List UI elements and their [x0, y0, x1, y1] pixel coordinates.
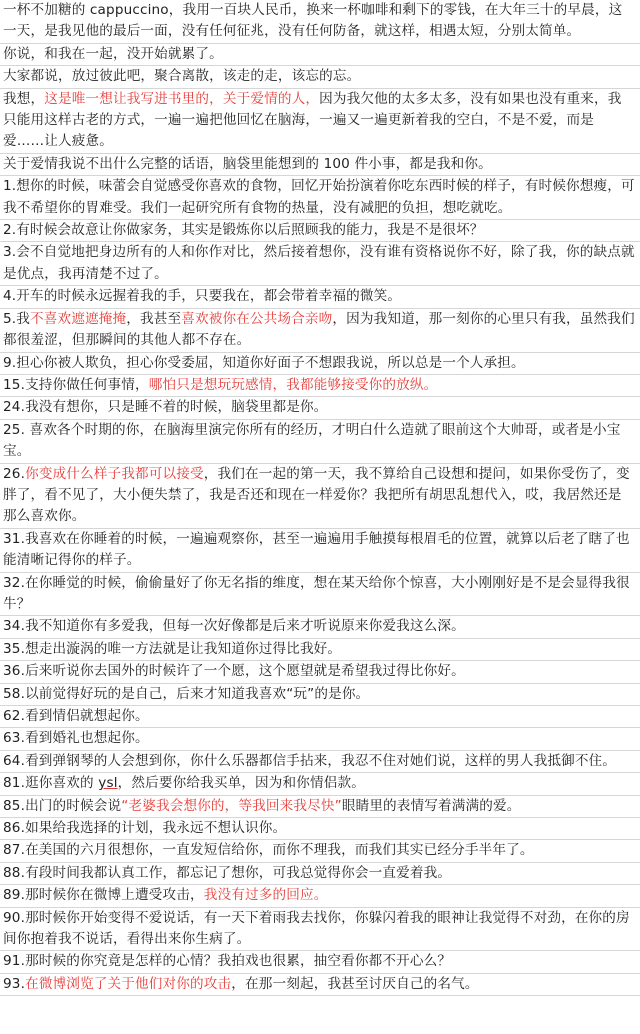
paragraph-text: 15.支持你做任何事情，: [3, 376, 149, 393]
highlighted-text: 这是唯一想让我写进书里的，关于爱情的人，: [44, 90, 320, 107]
paragraph-text: ，我们在一起的第一天，我不算给自己设想和提问，如果你受伤了，变胖了，看不见了，大小便失禁了，我是否还和现在一样爱你？我把所有胡思乱想代入，哎，我居然还是那么喜欢你。: [3, 465, 630, 525]
highlighted-text: 我没有过多的回应。: [203, 887, 328, 904]
paragraph: [0, 840, 640, 862]
paragraph-text: 4.开车的时候永远握着我的手，只要我在，都会带着幸福的微笑。: [3, 288, 402, 305]
paragraph: [0, 728, 640, 750]
highlighted-text: 哪怕只是想玩玩感情，我都能够接受你的放纵。: [148, 376, 438, 393]
paragraph-text: ，我甚至: [126, 310, 182, 327]
highlighted-text: 你变成什么样子我都可以接受: [25, 465, 204, 482]
paragraph: [0, 44, 640, 66]
paragraph: [0, 309, 640, 353]
paragraph-text: 64.看到弹钢琴的人会想到你，你什么乐器都信手拈来，我忍不住对她们说，这样的男人我抵御不住。: [3, 752, 617, 769]
paragraph-text: ，然后要你给我买单，因为和你情侣款。: [117, 775, 366, 792]
paragraph: [0, 220, 640, 242]
paragraph-text: ，因为我知道，那一刻你的心里只有我，虽然我们都很羞涩，但那瞬间的其他人都不存在。: [3, 310, 635, 349]
paragraph-text: 关于爱情我说不出什么完整的话语，脑袋里能想到的 100 件小事，都是我和你。: [3, 155, 492, 172]
paragraph-text: 88.有段时间我都认真工作，都忘记了想你，可我总觉得你会一直爱着我。: [3, 864, 452, 881]
paragraph-text: 26.: [3, 465, 26, 482]
paragraph-text: 35.想走出漩涡的唯一方法就是让我知道你过得比我好。: [3, 640, 342, 657]
paragraph-text: 3.会不自觉地把身边所有的人和你作对比，然后接着想你，没有谁有资格说你不好，除了我，你的缺点就是优点，我再清楚不过了。: [3, 244, 635, 282]
paragraph: [0, 684, 640, 706]
paragraph: [0, 176, 640, 220]
paragraph: [0, 286, 640, 308]
paragraph: [0, 420, 640, 464]
paragraph: [0, 573, 640, 617]
paragraph-text: 一杯不加糖的 cappuccino，我用一百块人民币，换来一杯咖啡和剩下的零钱，在大年三十的早晨，这一天，是我见他的最后一面，没有任何征兆，没有任何防备，就这样，相遇太短，分别太简单。: [3, 2, 623, 40]
paragraph: [0, 706, 640, 728]
paragraph: [0, 796, 640, 818]
paragraph-text: 81.逛你喜欢的: [3, 775, 99, 792]
paragraph: [0, 89, 640, 154]
paragraph: [0, 616, 640, 638]
paragraph-text: 9.担心你被人欺负，担心你受委屈，知道你好面子不想跟我说，所以总是一个人承担。: [3, 354, 525, 371]
paragraph: [0, 464, 640, 529]
highlighted-text: 不喜欢遮遮掩掩: [30, 310, 127, 327]
paragraph: [0, 639, 640, 661]
paragraph-text: 36.后来听说你去国外的时候许了一个愿，这个愿望就是希望我过得比你好。: [3, 663, 465, 680]
paragraph: [0, 885, 640, 907]
paragraph-text: 63.看到婚礼也想起你。: [3, 730, 149, 747]
highlighted-text: 在微博浏览了关于他们对你的攻击: [25, 975, 232, 992]
underlined-text: ysl: [98, 775, 118, 792]
paragraph-text: 91.那时候的你究竟是怎样的心情？我拍戏也很累，抽空看你都不开心么？: [3, 953, 452, 970]
paragraph-text: 93.: [3, 975, 26, 992]
paragraph-text: 86.如果给我选择的计划，我永远不想认识你。: [3, 820, 287, 837]
paragraph: [0, 529, 640, 573]
paragraph: [0, 154, 640, 176]
paragraph: [0, 0, 640, 44]
paragraph-text: 62.看到情侣就想起你。: [3, 708, 149, 724]
paragraph: [0, 908, 640, 952]
paragraph-text: 90.那时候你开始变得不爱说话，有一天下着雨我去找你，你躲闪着我的眼神让我觉得不对劲，在你的房间你抱着我不说话，看得出来你生病了。: [3, 909, 630, 948]
paragraph: [0, 397, 640, 419]
paragraph-text: 我想，: [3, 90, 45, 107]
highlighted-text: “老婆我会想你的，等我回来我尽快”: [121, 797, 342, 814]
paragraph-text: 你说，和我在一起，没开始就累了。: [3, 45, 223, 62]
paragraph-text: 87.在美国的六月很想你，一直发短信给你，而你不理我，而我们其实已经分手半年了。: [3, 842, 534, 859]
paragraph-text: 2.有时候会故意让你做家务，其实是锻炼你以后照顾我的能力，我是不是很坏？: [3, 222, 484, 239]
paragraph-text: 1.想你的时候，味蕾会自觉感受你喜欢的食物，回忆开始扮演着你吃东西时候的样子，有时候你想瘦，可我不希望你的胃难受。我们一起研究所有食物的热量，没有减肥的负担，想吃就吃。: [3, 178, 635, 216]
paragraph-text: 89.那时候你在微博上遭受攻击，: [3, 887, 204, 904]
paragraph-text: 大家都说，放过彼此吧，聚合离散，该走的走，该忘的忘。: [3, 68, 361, 85]
paragraph: [0, 818, 640, 840]
paragraph-text: 24.我没有想你，只是睡不着的时候，脑袋里都是你。: [3, 399, 328, 416]
paragraph-text: 5.我: [3, 310, 31, 327]
paragraph: [0, 661, 640, 683]
paragraph: [0, 773, 640, 795]
paragraph: [0, 974, 640, 996]
highlighted-text: 喜欢被你在公共场合亲吻: [181, 310, 333, 327]
paragraph-text: 因为我欠他的太多太多，没有如果也没有重来，我只能用这样古老的方式，一遍一遍把他回忆在脑海，一遍又一遍更新着我的空白，不是不爱，而是爱……让人疲惫。: [3, 90, 622, 150]
paragraph: [0, 863, 640, 885]
paragraph-text: 58.以前觉得好玩的是自己，后来才知道我喜欢“玩”的是你。: [3, 685, 370, 702]
paragraph-text: 85.出门的时候会说: [3, 797, 122, 814]
paragraph: [0, 951, 640, 973]
paragraph: [0, 375, 640, 397]
paragraph: [0, 242, 640, 286]
paragraph-text: 34.我不知道你有多爱我，但每一次好像都是后来才听说原来你爱我这么深。: [3, 618, 465, 635]
paragraph: [0, 353, 640, 375]
paragraph-text: 25. 喜欢各个时期的你，在脑海里演完你所有的经历，才明白什么造就了眼前这个大帅哥，或者是小宝宝。: [3, 421, 621, 460]
paragraph-text: ，在那一刻起，我甚至讨厌自己的名气。: [231, 975, 479, 992]
paragraph-text: 32.在你睡觉的时候，偷偷量好了你无名指的维度，想在某天给你个惊喜，大小刚刚好是不是会显得我很牛？: [3, 574, 630, 612]
paragraph-text: 31.我喜欢在你睡着的时候，一遍遍观察你，甚至一遍遍用手触摸每根眉毛的位置，就算以后老了瞎了也能清晰记得你的样子。: [3, 530, 630, 569]
paragraph-text: 眼睛里的表情写着满满的爱。: [341, 797, 521, 814]
paragraph: [0, 66, 640, 88]
paragraph: [0, 751, 640, 773]
